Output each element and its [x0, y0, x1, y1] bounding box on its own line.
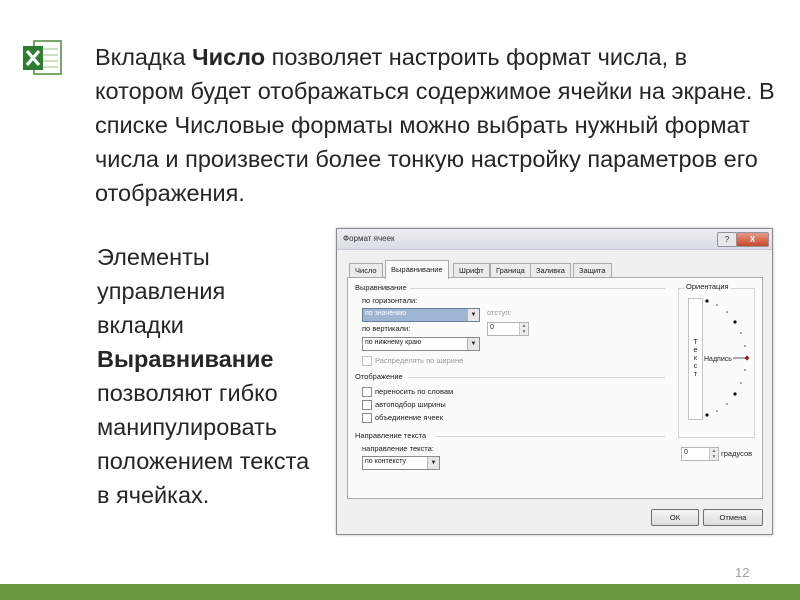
- cancel-button[interactable]: Отмена: [703, 509, 763, 526]
- distribute-label: Распределять по ширине: [375, 356, 464, 365]
- section-divider: [410, 288, 665, 289]
- format-cells-dialog: [336, 228, 773, 535]
- autofit-checkbox[interactable]: [362, 400, 372, 410]
- alignment-tab-panel: [347, 277, 763, 499]
- excel-logo-icon: [20, 38, 64, 78]
- vertical-text-letters: Т е к с т: [693, 339, 698, 378]
- horizontal-align-select[interactable]: по значению ▼: [362, 308, 480, 322]
- orientation-dial[interactable]: [703, 298, 751, 420]
- alignment-paragraph: Элементы управления вкладки Выравнивание позволяют гибко манипулировать положением текста в ячейках.: [97, 244, 310, 508]
- distribute-checkbox[interactable]: [362, 356, 372, 366]
- vertical-label: по вертикали:: [362, 324, 411, 333]
- section-divider: [436, 436, 665, 437]
- direction-section-title: Направление текста: [355, 431, 427, 440]
- dialog-title: Формат ячеек: [343, 234, 395, 243]
- merge-cells-label: объединение ячеек: [375, 413, 443, 422]
- tab-protection[interactable]: Защита: [573, 263, 612, 278]
- chevron-down-icon: ▼: [467, 338, 479, 350]
- slide-number: 12: [735, 565, 750, 580]
- text-direction-select[interactable]: по контексту ▼: [362, 456, 440, 470]
- merge-cells-checkbox[interactable]: [362, 413, 372, 423]
- display-section-title: Отображение: [355, 372, 403, 381]
- tab-alignment[interactable]: Выравнивание: [385, 260, 449, 279]
- indent-spinner[interactable]: 0 ▲ ▼: [487, 322, 529, 336]
- close-button[interactable]: X: [736, 232, 769, 247]
- degrees-spinner[interactable]: 0 ▲ ▼: [681, 447, 719, 461]
- degrees-label: градусов: [721, 449, 753, 458]
- number-tab-mention: Число: [192, 44, 266, 70]
- ok-button[interactable]: ОК: [651, 509, 699, 526]
- intro-paragraph: Вкладка Число позволяет настроить формат числа, в котором будет отображаться содержимое ячейки на экране. В списке Числовые форматы можно выбрать нужный формат числа и произвести более тонкую настройку параметров его отображения.: [95, 44, 775, 206]
- footer-bar: [0, 584, 800, 600]
- vertical-align-select[interactable]: по нижнему краю ▼: [362, 337, 480, 351]
- wrap-text-checkbox[interactable]: [362, 387, 372, 397]
- section-divider: [408, 377, 665, 378]
- tab-border[interactable]: Граница: [490, 263, 531, 278]
- alignment-section-title: Выравнивание: [355, 283, 407, 292]
- autofit-label: автоподбор ширины: [375, 400, 446, 409]
- direction-label: направление текста:: [362, 444, 434, 453]
- tab-fill[interactable]: Заливка: [530, 263, 571, 278]
- help-button[interactable]: ?: [717, 232, 737, 247]
- vertical-text-toggle[interactable]: [688, 298, 703, 420]
- indent-label: отступ:: [487, 308, 512, 317]
- chevron-down-icon: ▼: [427, 457, 439, 469]
- spin-arrows-icon[interactable]: ▲ ▼: [709, 448, 718, 460]
- tab-number[interactable]: Число: [349, 263, 383, 278]
- orientation-title: Ориентация: [686, 282, 729, 291]
- dialog-title-bar[interactable]: [337, 229, 772, 250]
- alignment-tab-mention: Выравнивание: [97, 346, 274, 372]
- chevron-down-icon: ▼: [467, 309, 479, 321]
- horizontal-label: по горизонтали:: [362, 296, 418, 305]
- wrap-text-label: переносить по словам: [375, 387, 454, 396]
- dial-label: Надпись: [704, 356, 732, 363]
- spin-arrows-icon[interactable]: ▲ ▼: [519, 323, 528, 335]
- tab-font[interactable]: Шрифт: [453, 263, 490, 278]
